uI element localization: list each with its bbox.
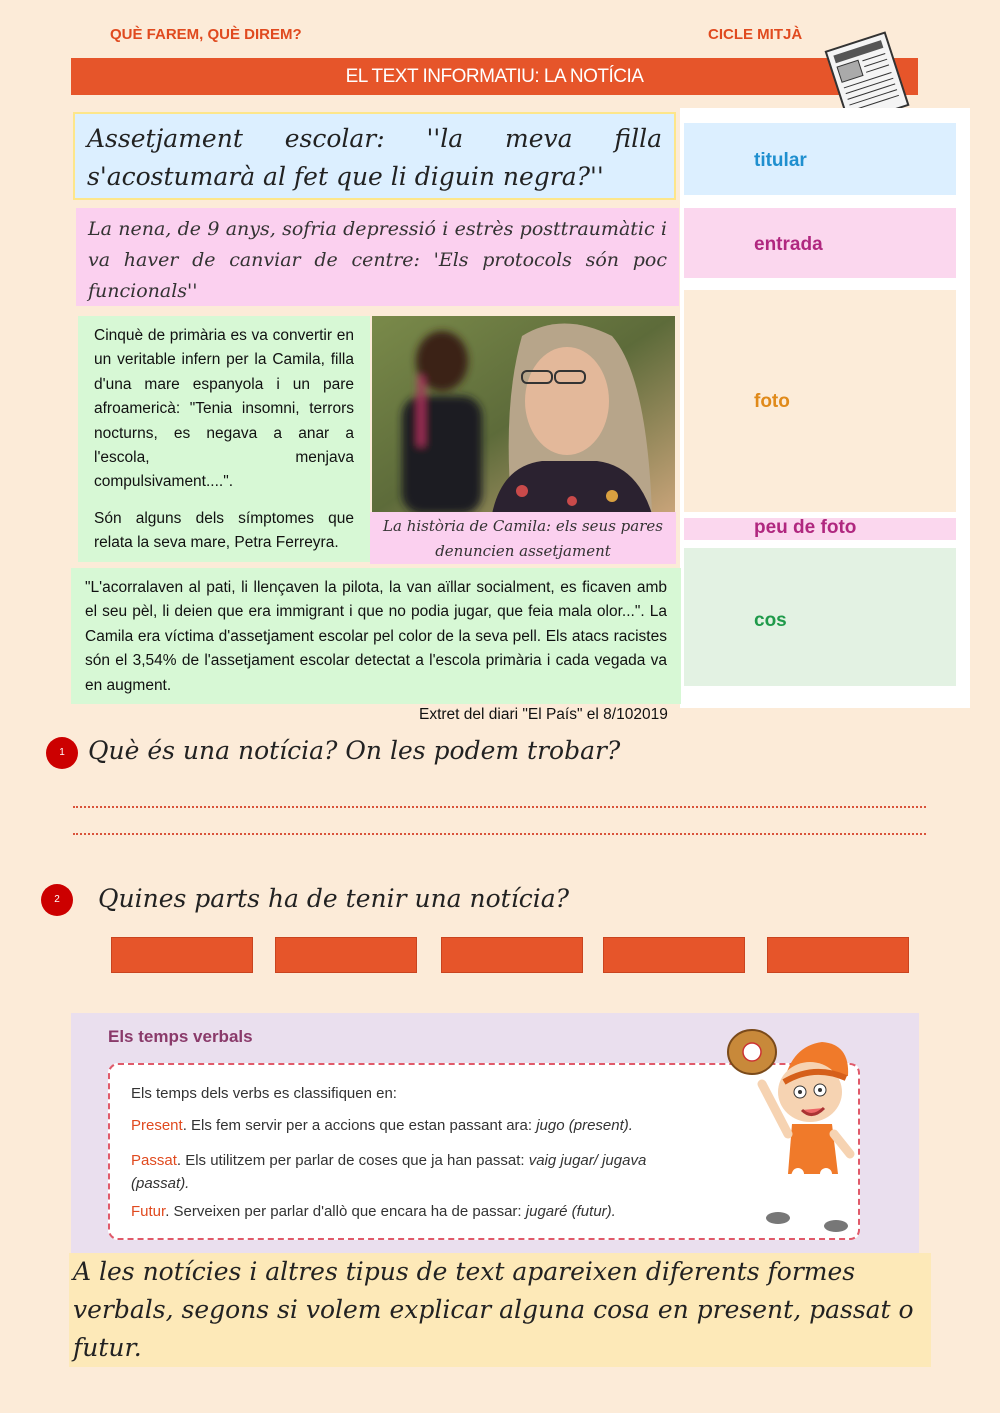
answer-box-4[interactable] bbox=[603, 937, 745, 973]
news-photo bbox=[372, 316, 675, 514]
cos-zone bbox=[684, 548, 956, 686]
verb-future bbox=[131, 1203, 731, 1220]
answer-box-1[interactable] bbox=[111, 937, 253, 973]
news-body-paragraph-2: Són alguns dels símptomes que relata la seva mare, Petra Ferreyra. bbox=[94, 510, 354, 552]
verb-present bbox=[131, 1117, 731, 1134]
question-1-number: 1 bbox=[46, 737, 78, 769]
news-body-main: "L'acorralaven al pati, li llençaven la pilota, la van aïllar socialment, es ficaven amb el seu pèl, li deien que era immigrant i que no podia jugar, que feia mala olor...". La Camila era víctima d'assetjament escolar pel color de la seva pell. Els atacs racistes són el 3,54% de l'assetjament escolar detectat a l'escola primària i cada vegada va en augment. bbox=[71, 568, 681, 704]
present-example: jugo (present). bbox=[536, 1117, 633, 1134]
verb-tenses-title: Els temps verbals bbox=[108, 1027, 253, 1046]
header-right: CICLE MITJÀ bbox=[708, 26, 803, 43]
label-entrada: entrada bbox=[754, 234, 823, 255]
past-label: Passat bbox=[131, 1152, 177, 1169]
footer-text: A les notícies i altres tipus de text apareixen diferents formes verbals, segons si volem explicar alguna cosa en present, passat o futur. bbox=[69, 1253, 931, 1367]
foto-zone bbox=[684, 290, 956, 512]
baseball-kid-illustration bbox=[722, 1024, 862, 1234]
present-text: . Els fem servir per a accions que estan passant ara: bbox=[182, 1117, 537, 1134]
future-example: jugaré (futur). bbox=[525, 1203, 616, 1220]
label-cos: cos bbox=[754, 610, 787, 631]
label-peu-de-foto: peu de foto bbox=[754, 517, 857, 538]
answer-line-2[interactable] bbox=[73, 833, 926, 835]
news-source: Extret del diari "El País" el 8/102019 bbox=[419, 706, 668, 723]
verb-past bbox=[131, 1149, 691, 1195]
page-title: EL TEXT INFORMATIU: LA NOTÍCIA bbox=[71, 58, 918, 95]
answer-box-3[interactable] bbox=[441, 937, 583, 973]
answer-box-5[interactable] bbox=[767, 937, 909, 973]
answer-line-1[interactable] bbox=[73, 806, 926, 808]
question-2-text: Quines parts ha de tenir una notícia? bbox=[98, 884, 570, 913]
past-text: . Els utilitzem per parlar de coses que ja han passat: bbox=[176, 1152, 529, 1169]
answer-box-2[interactable] bbox=[275, 937, 417, 973]
future-text: . Serveixen per parlar d'allò que encara ha de passar: bbox=[165, 1203, 526, 1220]
news-headline: Assetjament escolar: ''la meva filla s'acostumarà al fet que li diguin negra?'' bbox=[73, 112, 676, 200]
news-body-paragraph-1: Cinquè de primària es va convertir en un veritable infern per la Camila, filla d'una mare espanyola i un pare afroamericà: "Tenia insomni, terrors nocturns, es negava a anar a l'escola, menjava compulsivament....". bbox=[94, 327, 354, 491]
question-1-text: Què és una notícia? On les podem trobar? bbox=[88, 736, 621, 765]
question-2-number: 2 bbox=[41, 884, 73, 916]
header-left: QUÈ FAREM, QUÈ DIREM? bbox=[110, 26, 302, 43]
past-example: vaig jugar/ jugava (passat). bbox=[131, 1152, 647, 1192]
future-label: Futur bbox=[131, 1203, 166, 1220]
titular-zone bbox=[684, 123, 956, 195]
verb-tenses-intro: Els temps dels verbs es classifiquen en: bbox=[131, 1085, 397, 1102]
label-titular: titular bbox=[754, 150, 807, 171]
news-lead: La nena, de 9 anys, sofria depressió i estrès posttraumàtic i va haver de canviar de centre: 'Els protocols són poc funcionals'' bbox=[76, 208, 679, 306]
photo-caption: La història de Camila: els seus pares denuncien assetjament bbox=[370, 512, 676, 564]
label-foto: foto bbox=[754, 391, 790, 412]
present-label: Present bbox=[131, 1117, 183, 1134]
